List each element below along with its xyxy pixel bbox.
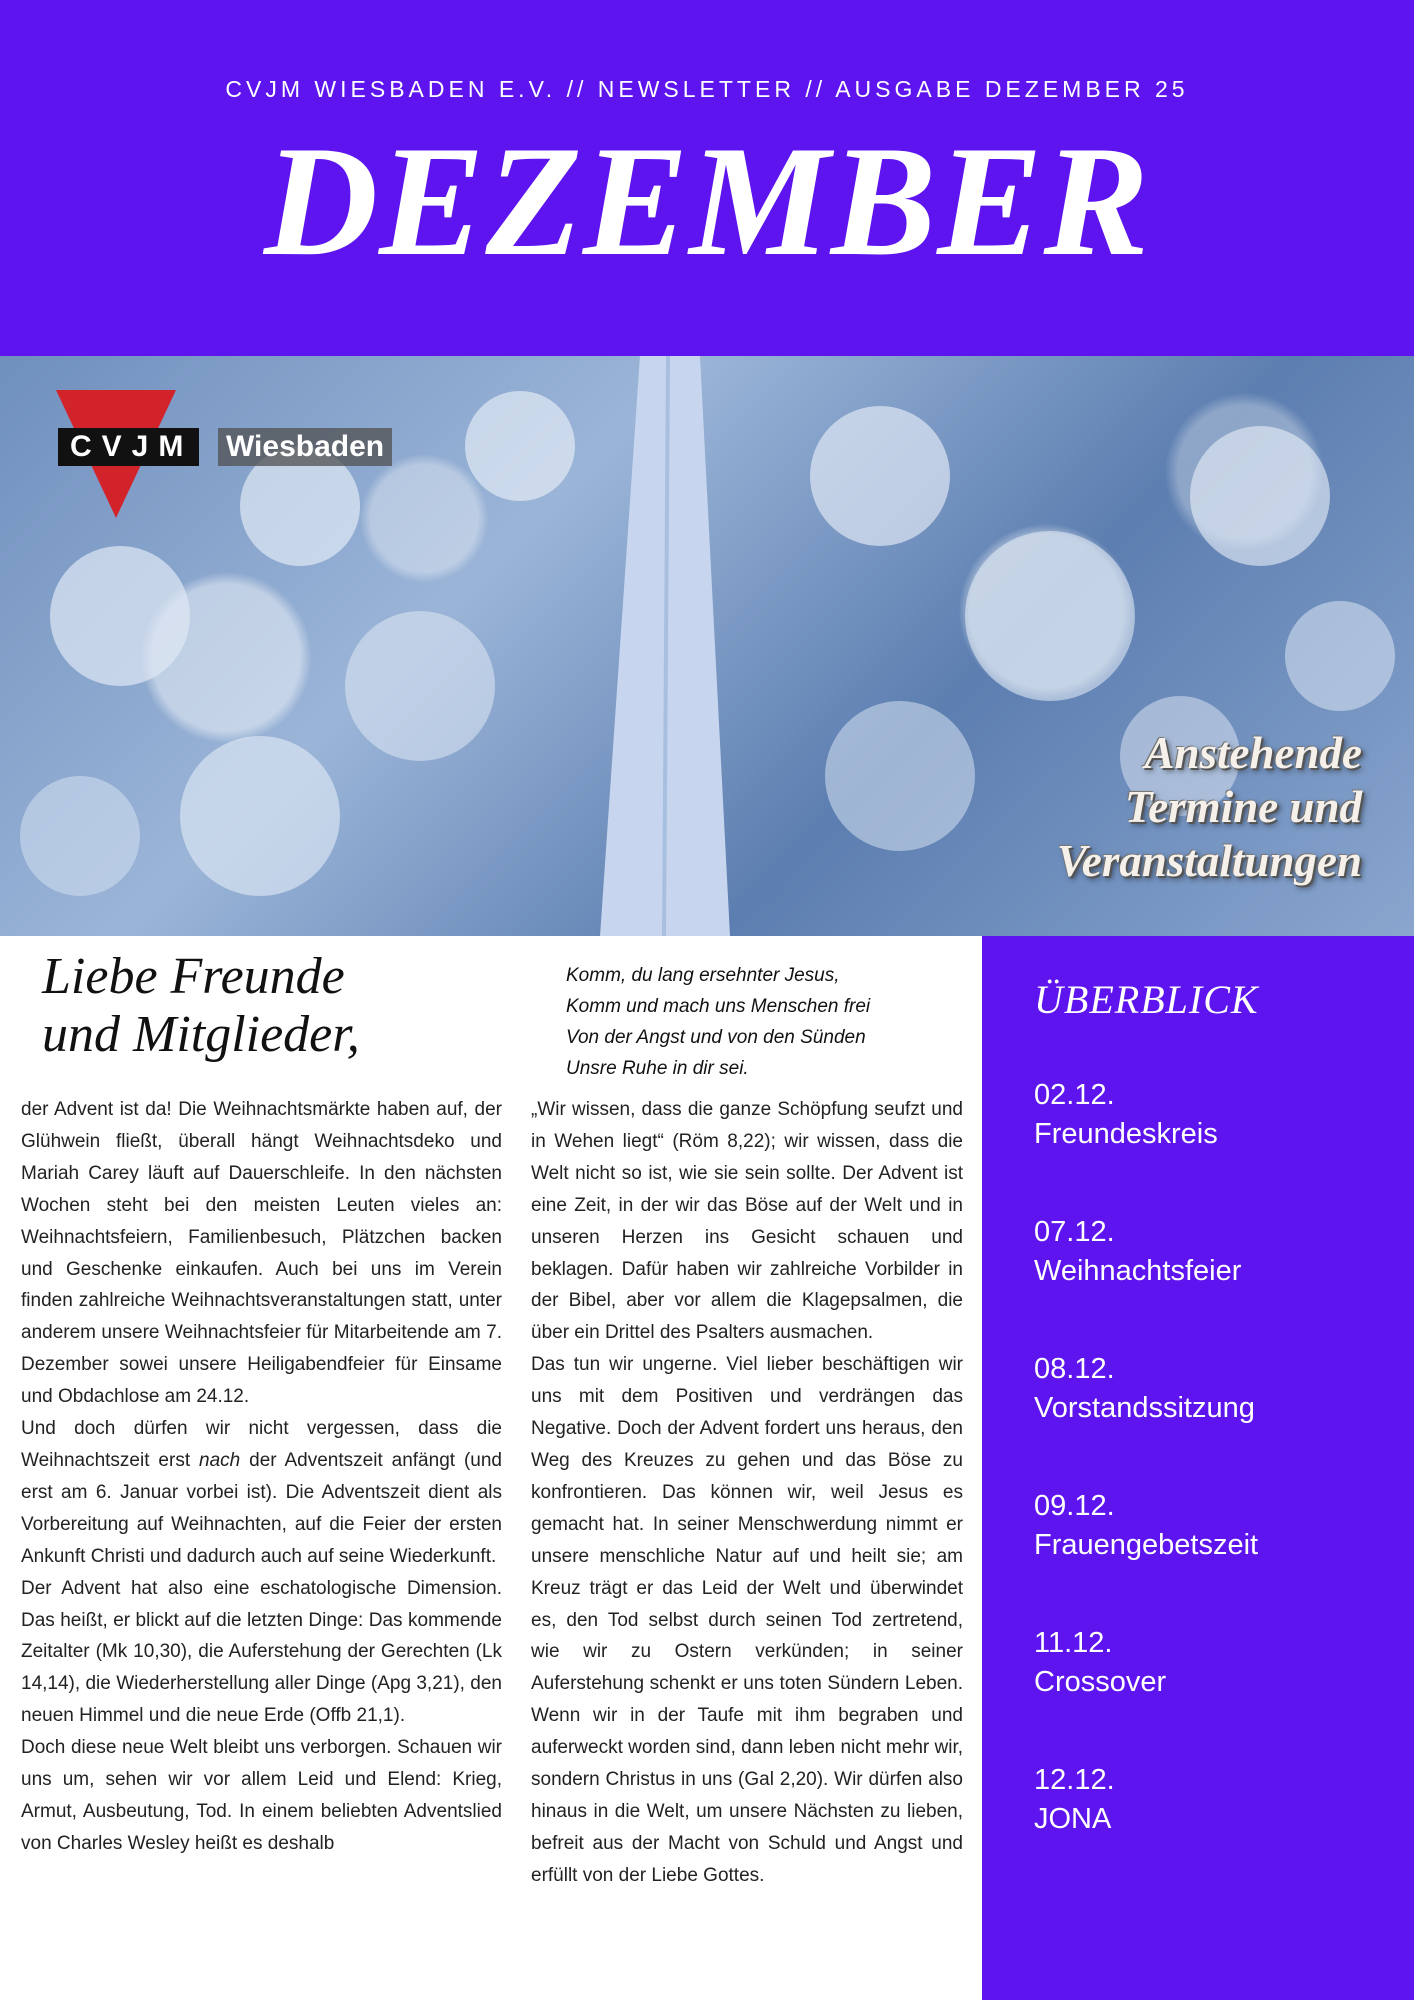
article-paragraph: „Wir wissen, dass die ganze Schöpfung seufzt und in Wehen liegt“ (Röm 8,22); wir wissen, dass die Welt nicht so ist, wie sie sein sollte. Der Advent ist eine Zeit, in der wir das Böse auf der Welt und in unseren Herzen ins Gesicht schauen und beklagen. Dafür haben wir zahlreiche Vorbilder in der Bibel, aber vor allem die Klagepsalmen, die über ein Drittel des Psalters ausmachen. (531, 1099, 963, 1344)
event-date: 02.12. (1034, 1079, 1115, 1111)
hymn-line: Von der Angst und von den Sünden (566, 1027, 866, 1048)
text-run: Und doch dürfen wir nicht vergessen, dass die Weihnachtszeit erst (21, 1418, 502, 1471)
event-name: Weihnachtsfeier (1034, 1255, 1242, 1287)
event-name: Crossover (1034, 1666, 1167, 1698)
event-date: 07.12. (1034, 1216, 1115, 1248)
greeting-line: Liebe Freunde (42, 948, 345, 1005)
logo-wordmark: CVJM (58, 428, 199, 466)
hymn-line: Unsre Ruhe in dir sei. (566, 1058, 749, 1079)
event-name: JONA (1034, 1803, 1112, 1835)
newsletter-title: DEZEMBER (263, 114, 1151, 289)
event-list (1034, 1076, 1394, 1898)
newsletter-kicker: CVJM WIESBADEN E.V. // NEWSLETTER // AUSGABE DEZEMBER 25 (225, 76, 1189, 102)
greeting-heading (42, 948, 502, 1064)
text-run: der Adventszeit anfängt (und erst am 6. Januar vorbei ist). Die Adventszeit dient als Vorbereitung auf Weihnachten, auf die Feier der ersten Ankunft Christi und dadurch auch auf seine Wiederkunft. (21, 1449, 502, 1567)
hero-image (0, 356, 1414, 936)
event-item (1034, 1487, 1394, 1624)
article-paragraph (21, 1413, 502, 1573)
event-date: 12.12. (1034, 1764, 1115, 1796)
event-item (1034, 1213, 1394, 1350)
event-item (1034, 1761, 1394, 1898)
event-item (1034, 1624, 1394, 1761)
article-paragraph: der Advent ist da! Die Weihnachtsmärkte haben auf, der Glühwein fließt, überall hängt Weihnachtsdeko und Mariah Carey läuft auf Dauerschleife. In den nächsten Wochen steht bei den meisten Leuten vieles an: Weihnachtsfeiern, Familienbesuch, Plätzchen backen und Geschenke einkaufen. Auch bei uns im Verein finden zahlreiche Weihnachtsveranstaltungen statt, unter anderem unsere Weihnachtsfeier für Mitarbeitende am 7. Dezember sowei unsere Heiligabendfeier für Einsame und Obdachlose am 24.12. (21, 1099, 502, 1408)
event-item (1034, 1350, 1394, 1487)
event-date: 08.12. (1034, 1353, 1115, 1385)
hymn-line: Komm und mach uns Menschen frei (566, 996, 871, 1017)
newsletter-header (0, 0, 1414, 356)
article-paragraph: Doch diese neue Welt bleibt uns verborgen. Schauen wir uns um, sehen wir vor allem Leid und Elend: Krieg, Armut, Ausbeutung, Tod. In einem beliebten Adventslied von Charles Wesley heißt es deshalb (21, 1737, 502, 1854)
article-paragraph: Das tun wir ungerne. Viel lieber beschäftigen wir uns mit dem Positiven und verdrängen das Negative. Doch der Advent fordert uns heraus, den Weg des Kreuzes zu gehen und das Böse zu konfrontieren. Das können wir, weil Jesus es gemacht hat. In seiner Menschwerdung nimmt er unsere menschliche Natur auf und heilt sie; am Kreuz trägt er das Leid der Welt und überwindet es, den Tod selbst durch seinen Tod zertretend, wie wir zu Ostern verkünden; in seiner Auferstehung schenkt er uns toten Sündern Leben. Wenn wir in der Taufe mit ihm begraben und auferweckt worden sind, dann leben nicht mehr wir, sondern Christus in uns (Gal 2,20). Wir dürfen also hinaus in die Welt, um unsere Nächsten zu lieben, befreit aus der Macht von Schuld und Angst und erfüllt von der Liebe Gottes. (531, 1354, 963, 1886)
event-name: Vorstandssitzung (1034, 1392, 1255, 1424)
hero-caption-line: Veranstaltungen (1056, 836, 1362, 886)
cvjm-logo (56, 390, 396, 520)
article-column-right (531, 1094, 963, 1892)
article-column-left (21, 1094, 502, 1860)
emphasis: nach (199, 1449, 241, 1471)
event-name: Frauengebetszeit (1034, 1529, 1259, 1561)
event-date: 09.12. (1034, 1490, 1115, 1522)
sidebar-title: ÜBERBLICK (1034, 977, 1259, 1022)
hymn-line: Komm, du lang ersehnter Jesus, (566, 965, 840, 986)
overview-sidebar (982, 936, 1414, 2000)
article-paragraph: Der Advent hat also eine eschatologische Dimension. Das heißt, er blickt auf die letzten Dinge: Das kommende Zeitalter (Mk 10,30), die Auferstehung der Gerechten (Lk 14,14), die Wiederherstellung aller Dinge (Apg 3,21), den neuen Himmel und die neue Erde (Offb 21,1). (21, 1577, 502, 1727)
event-name: Freundeskreis (1034, 1118, 1218, 1150)
logo-city: Wiesbaden (218, 428, 392, 466)
hymn-quote (566, 960, 966, 1084)
greeting-line: und Mitglieder, (42, 1006, 360, 1063)
event-date: 11.12. (1034, 1627, 1113, 1659)
hero-caption-line: Termine und (1124, 782, 1362, 832)
hero-caption-line: Anstehende (1144, 728, 1362, 778)
hero-caption (942, 726, 1362, 888)
event-item (1034, 1076, 1394, 1213)
